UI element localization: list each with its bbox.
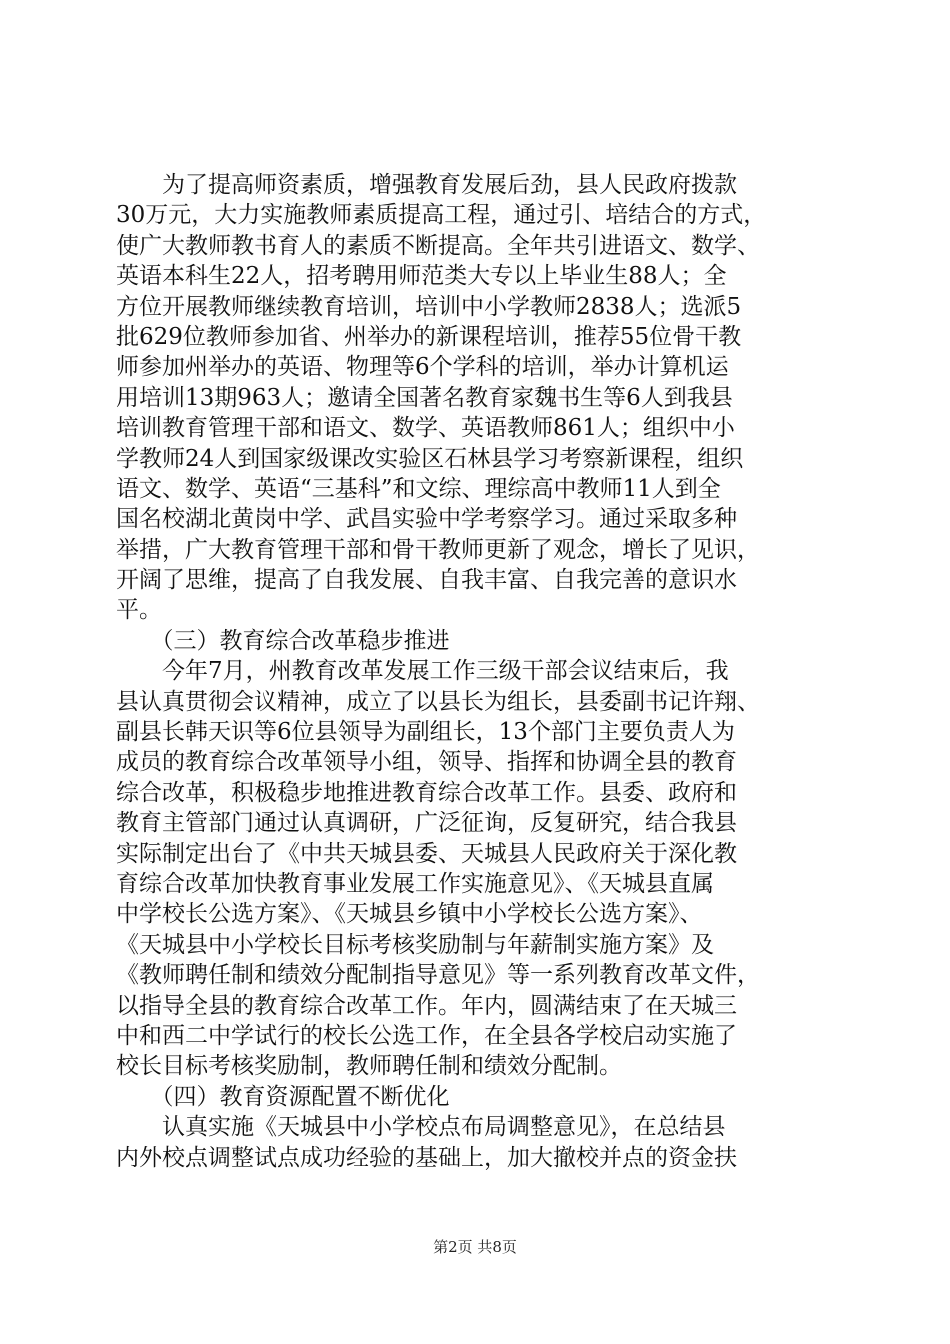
text-line: 副县长韩天识等6位县领导为副组长，13个部门主要负责人为: [116, 719, 735, 746]
text-line: 县认真贯彻会议精神，成立了以县长为组长，县委副书记许翔、: [116, 688, 760, 715]
text-line: 语文、数学、英语“三基科”和文综、理综高中教师11人到全: [116, 475, 721, 502]
text-line: 综合改革，积极稳步地推进教育综合改革工作。县委、政府和: [116, 779, 737, 806]
text-line: 实际制定出台了《中共天城县委、天城县人民政府关于深化教: [116, 840, 737, 867]
text-line: 《教师聘任制和绩效分配制指导意见》等一系列教育改革文件，: [116, 962, 760, 989]
text-line: 为了提高师资素质，增强教育发展后劲，县人民政府拨款: [116, 172, 737, 198]
text-line: 内外校点调整试点成功经验的基础上，加大撤校并点的资金扶: [116, 1144, 737, 1171]
text-line: 举措，广大教育管理干部和骨干教师更新了观念，增长了见识，: [116, 536, 760, 563]
text-line: （四）教育资源配置不断优化: [116, 1083, 450, 1110]
text-line: 学教师24人到国家级课改实验区石林县学习考察新课程，组织: [116, 445, 744, 472]
text-line: （三）教育综合改革稳步推进: [116, 627, 450, 654]
text-line: 校长目标考核奖励制，教师聘任制和绩效分配制。: [116, 1053, 622, 1080]
text-line: 《天城县中小学校长目标考核奖励制与年薪制实施方案》及: [116, 931, 714, 958]
text-line: 批629位教师参加省、州举办的新课程培训，推荐55位骨干教: [116, 323, 742, 350]
text-line: 英语本科生22人，招考聘用师范类大专以上毕业生88人；全: [116, 263, 727, 290]
text-line: 用培训13期963人；邀请全国著名教育家魏书生等6人到我县: [116, 384, 733, 411]
text-line: 师参加州举办的英语、物理等6个学科的培训，举办计算机运: [116, 354, 729, 381]
text-line: 培训教育管理干部和语文、数学、英语教师861人；组织中小: [116, 415, 735, 442]
text-line: 教育主管部门通过认真调研，广泛征询，反复研究，结合我县: [116, 810, 737, 837]
text-line: 今年7月，州教育改革发展工作三级干部会议结束后，我: [116, 658, 729, 685]
text-line: 成员的教育综合改革领导小组，领导、指挥和协调全县的教育: [116, 749, 737, 776]
body-text: [116, 170, 828, 1173]
text-line: 以指导全县的教育综合改革工作。年内，圆满结束了在天城三: [116, 992, 737, 1019]
page-number-footer: 第2页 共8页: [433, 1238, 517, 1256]
text-line: 育综合改革加快教育事业发展工作实施意见》、《天城县直属: [116, 870, 714, 897]
text-line: 开阔了思维，提高了自我发展、自我丰富、自我完善的意识水: [116, 567, 737, 594]
text-line: 方位开展教师继续教育培训，培训中小学教师2838人；选派5: [116, 293, 742, 320]
text-line: 国名校湖北黄岗中学、武昌实验中学考察学习。通过采取多种: [116, 506, 737, 533]
text-line: 使广大教师教书育人的素质不断提高。全年共引进语文、数学、: [116, 232, 760, 259]
text-line: 30万元，大力实施教师素质提高工程，通过引、培结合的方式，: [116, 202, 767, 229]
text-line: 平。: [116, 597, 162, 624]
text-line: 中学校长公选方案》、《天城县乡镇中小学校长公选方案》、: [116, 901, 703, 928]
text-line: 中和西二中学试行的校长公选工作，在全县各学校启动实施了: [116, 1022, 737, 1049]
text-line: 认真实施《天城县中小学校点布局调整意见》，在总结县: [116, 1114, 726, 1141]
